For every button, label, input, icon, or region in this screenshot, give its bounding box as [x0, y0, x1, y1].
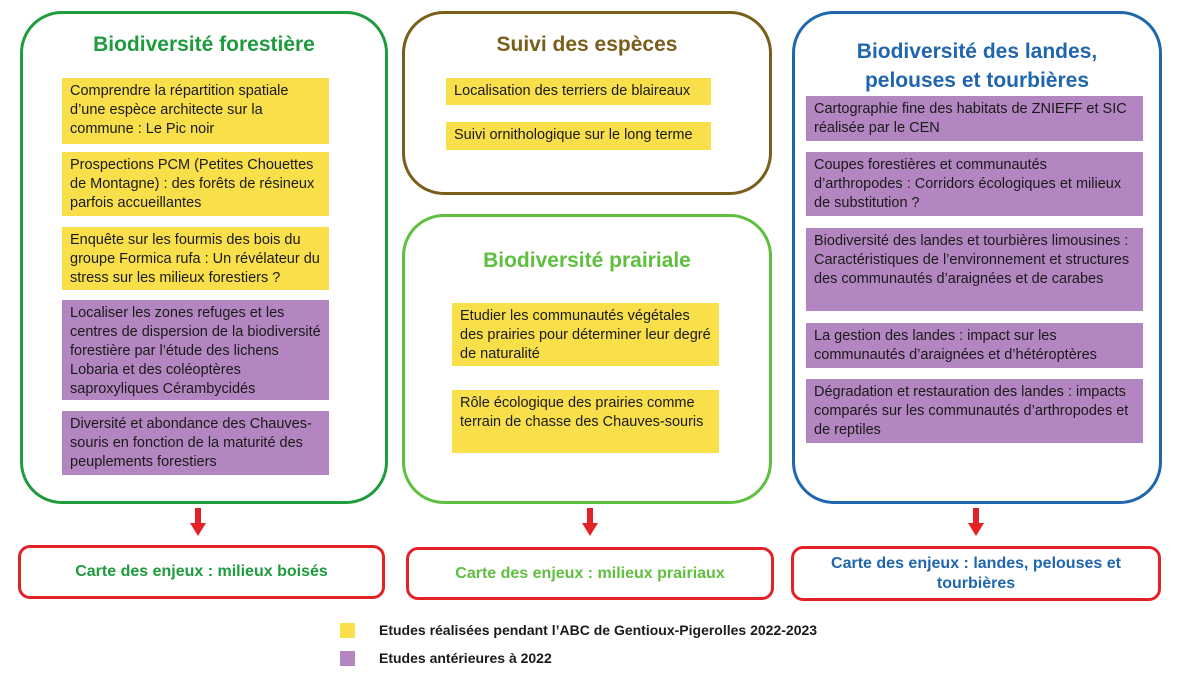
legend-label-previous: Etudes antérieures à 2022	[379, 650, 552, 666]
moor-card-limousines: Biodiversité des landes et tourbières limousines : Caractéristiques de l’environnement et structures des communautés d’araignées et de carabes	[806, 228, 1143, 311]
forest-card-chauves-souris: Diversité et abondance des Chauves-souris en fonction de la maturité des peuplements forestiers	[62, 411, 329, 475]
moor-card-degradation: Dégradation et restauration des landes : impacts comparés sur les communautés d’arthropodes et de reptiles	[806, 379, 1143, 443]
species-card-blaireaux: Localisation des terriers de blaireaux	[446, 78, 711, 105]
forest-card-fourmis: Enquête sur les fourmis des bois du groupe Formica rufa : Un révélateur du stress sur les milieux forestiers ?	[62, 227, 329, 290]
down-arrow-icon	[582, 508, 598, 536]
moor-card-cartographie: Cartographie fine des habitats de ZNIEFF et SIC réalisée par le CEN	[806, 96, 1143, 141]
forest-card-zones-refuges: Localiser les zones refuges et les centres de dispersion de la biodiversité forestière par l’étude des lichens Lobaria et des coléoptères saproxyliques Cérambycidés	[62, 300, 329, 400]
down-arrow-icon	[190, 508, 206, 536]
panel-moor-title: Biodiversité des landes, pelouses et tourbières	[856, 40, 1098, 92]
legend-swatch-yellow	[340, 623, 355, 638]
legend-previous	[340, 650, 552, 666]
moor-card-gestion: La gestion des landes : impact sur les communautés d’araignées et d’hétéroptères	[806, 323, 1143, 368]
down-arrow-icon	[968, 508, 984, 536]
result-milieux-boises: Carte des enjeux : milieux boisés	[18, 545, 385, 599]
result-milieux-prairiaux: Carte des enjeux : milieux prairiaux	[406, 547, 774, 600]
panel-forest-title: Biodiversité forestière	[93, 33, 315, 56]
result-landes: Carte des enjeux : landes, pelouses et tourbières	[791, 546, 1161, 601]
legend-current	[340, 622, 817, 638]
legend-label-current: Etudes réalisées pendant l’ABC de Gentioux-Pigerolles 2022-2023	[379, 622, 818, 638]
forest-card-pic-noir: Comprendre la répartition spatiale d’une espèce architecte sur la commune : Le Pic noir	[62, 78, 329, 144]
meadow-card-chasse: Rôle écologique des prairies comme terrain de chasse des Chauves-souris	[452, 390, 719, 453]
meadow-card-communautes: Etudier les communautés végétales des prairies pour déterminer leur degré de naturalité	[452, 303, 719, 366]
forest-card-pcm: Prospections PCM (Petites Chouettes de Montagne) : des forêts de résineux parfois accueillantes	[62, 152, 329, 216]
moor-card-coupes: Coupes forestières et communautés d’arthropodes : Corridors écologiques et milieux de substitution ?	[806, 152, 1143, 216]
panel-species-title: Suivi des espèces	[496, 33, 678, 56]
legend-swatch-purple	[340, 651, 355, 666]
species-card-ornithologique: Suivi ornithologique sur le long terme	[446, 122, 711, 150]
panel-meadow-title: Biodiversité prairiale	[483, 249, 691, 272]
